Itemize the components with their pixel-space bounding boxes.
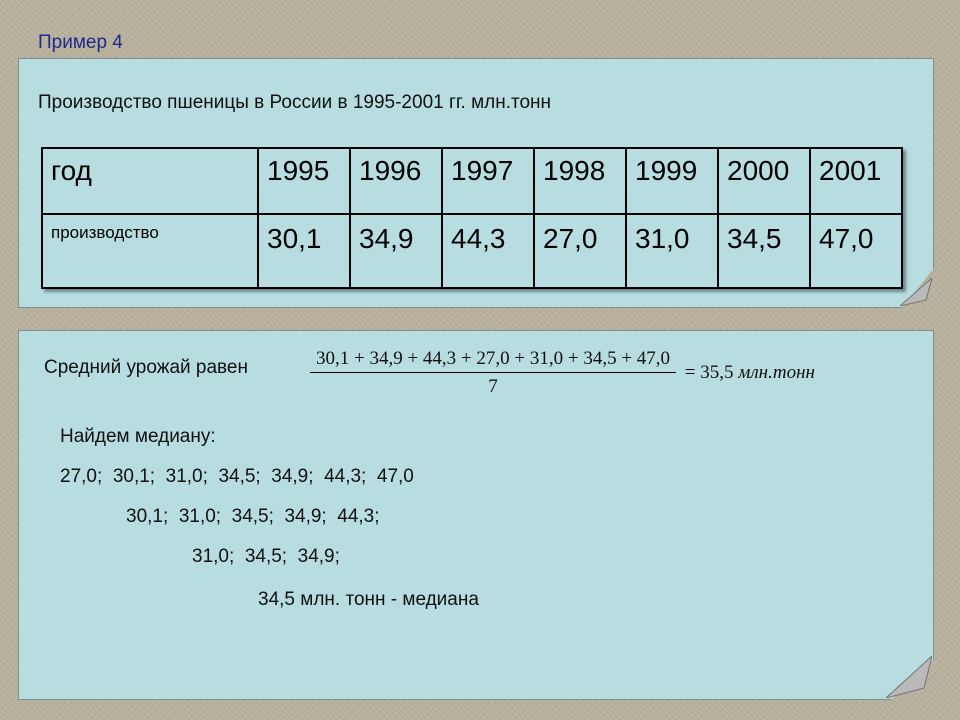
value-cell: 44,3 xyxy=(442,214,534,288)
value-cell: 34,9 xyxy=(350,214,442,288)
table-caption: Производство пшеницы в России в 1995-2001 гг. млн.тонн xyxy=(38,92,552,113)
year-header: год xyxy=(42,148,258,214)
year-cell: 1997 xyxy=(442,148,534,214)
average-label: Средний урожай равен xyxy=(44,357,248,378)
year-cell: 1999 xyxy=(626,148,718,214)
fraction-denominator: 7 xyxy=(488,376,498,397)
average-unit: млн.тонн xyxy=(738,362,815,383)
median-result: 34,5 млн. тонн - медиана xyxy=(258,589,479,610)
average-formula xyxy=(310,348,815,398)
value-cell: 30,1 xyxy=(258,214,350,288)
fraction-numerator: 30,1 + 34,9 + 44,3 + 27,0 + 31,0 + 34,5 + 47,0 xyxy=(310,348,676,373)
table-row xyxy=(42,148,902,214)
year-cell: 2001 xyxy=(810,148,902,214)
production-header: производство xyxy=(42,214,258,288)
page-curl-icon xyxy=(886,656,932,698)
median-step-2: 30,1; 31,0; 34,5; 34,9; 44,3; xyxy=(126,506,380,527)
year-cell: 2000 xyxy=(718,148,810,214)
fraction xyxy=(310,348,676,398)
year-cell: 1995 xyxy=(258,148,350,214)
median-heading: Найдем медиану: xyxy=(60,426,216,447)
value-cell: 34,5 xyxy=(718,214,810,288)
median-step-1: 27,0; 30,1; 31,0; 34,5; 34,9; 44,3; 47,0 xyxy=(60,466,414,487)
slide-title: Пример 4 xyxy=(38,32,123,53)
value-cell: 27,0 xyxy=(534,214,626,288)
value-cell: 31,0 xyxy=(626,214,718,288)
page-curl-icon xyxy=(900,278,932,306)
table-row xyxy=(42,214,902,288)
median-step-3: 31,0; 34,5; 34,9; xyxy=(192,546,340,567)
year-cell: 1996 xyxy=(350,148,442,214)
average-result xyxy=(685,362,815,384)
value-cell: 47,0 xyxy=(810,214,902,288)
average-value: = 35,5 xyxy=(684,362,734,383)
production-table xyxy=(41,147,903,289)
year-cell: 1998 xyxy=(534,148,626,214)
